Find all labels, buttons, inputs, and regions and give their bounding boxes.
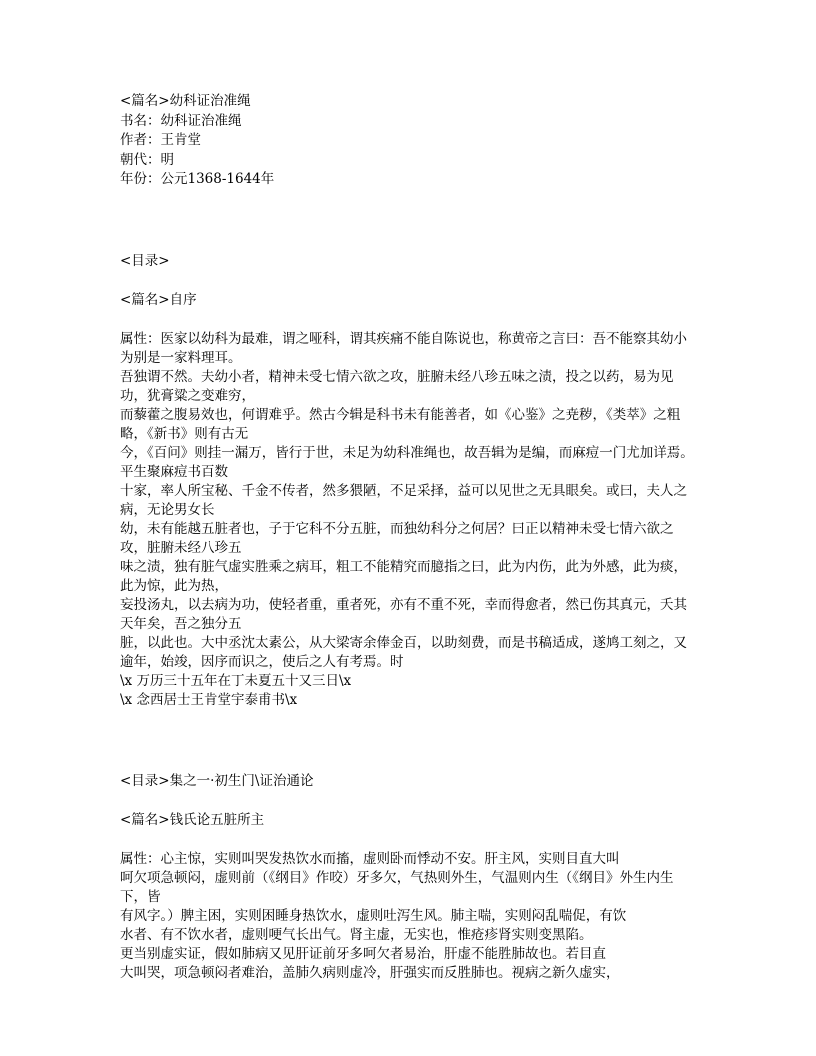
preface-line: 吾独谓不然。夫幼小者，精神未受七情六欲之攻，脏腑未经八珍五味之渍，投之以药，易为见功，犹膏粱之变难穷，: [120, 368, 674, 404]
preface-line: 幼，未有能越五脏者也，子于它科不分五脏，而独幼科分之何居？曰正以精神未受七情六欲之攻，脏腑未经八珍五: [120, 520, 674, 556]
section-line: 有风字。）脾主困，实则困睡身热饮水，虚则吐泻生风。肺主喘，实则闷乱喘促，有饮: [120, 907, 627, 924]
preface-line: 今，《百问》则挂一漏万，皆行于世，未足为幼科准绳也，故吾辑为是编，而麻痘一门尤加详焉。平生聚麻痘书百数: [120, 444, 694, 480]
preface-line: 妄投汤丸，以去病为功，使轻者重，重者死，亦有不重不死，幸而得愈者，然已伤其真元，夭其天年矣，吾之独分五: [120, 596, 687, 632]
year-range: 年份：公元1368-1644年: [120, 171, 275, 187]
dynasty: 朝代：明: [120, 151, 174, 168]
preface-line: 属性：医家以幼科为最难，谓之哑科，谓其疾痛不能自陈说也，称黄帝之言曰：吾不能察其幼小为别是一家料理耳。: [120, 330, 687, 366]
section-body: [120, 850, 700, 983]
section-line: 水者、有不饮水者，虚则哽气长出气。肾主虚，无实也，惟疮疹肾实则变黑陷。: [120, 926, 593, 943]
preface-date-line: \x 万历三十五年在丁未夏五十又三日\x: [120, 672, 352, 689]
section-line: 呵欠项急顿闷，虚则前（《纲目》作咬）牙多欠，气热则外生，气温则内生（《纲目》外生内生下，皆: [120, 869, 674, 905]
section-heading: <篇名>钱氏论五脏所主: [120, 811, 265, 828]
preface-heading: <篇名>自序: [120, 291, 197, 308]
preface-line: 味之渍，独有脏气虚实胜乘之病耳，粗工不能精究而臆指之曰，此为内伤，此为外感，此为痰，此为惊，此为热，: [120, 558, 687, 594]
author: 作者：王肯堂: [120, 132, 201, 148]
article-title: <篇名>幼科证治准绳: [120, 93, 251, 109]
section-line: 大叫哭，项急顿闷者难治，盖肺久病则虚冷，肝强实而反胜肺也。视病之新久虚实，: [120, 964, 620, 981]
preface-line: 十家，率人所宝秘、千金不传者，然多猥陋，不足采择，益可以见世之无具眼矣。或曰，夫人之病，无论男女长: [120, 482, 687, 518]
preface-body: [120, 330, 700, 710]
section-line: 属性：心主惊，实则叫哭发热饮水而搐，虚则卧而悸动不安。肝主风，实则目直大叫: [120, 850, 620, 867]
toc-chapter-label: <目录>集之一·初生门\证治通论: [120, 772, 314, 789]
section-line: 更当别虚实证，假如肺病又见肝证前牙多呵欠者易治，肝虚不能胜肺故也。若目直: [120, 945, 606, 962]
metadata-block: [120, 92, 700, 190]
preface-line: 脏，以此也。大中丞沈太素公，从大梁寄余俸金百，以助刻费，而是书稿适成，遂鸠工刻之，又: [120, 634, 687, 651]
document-page: [120, 92, 700, 983]
preface-line: 逾年，始竣，因序而识之，使后之人有考焉。时: [120, 653, 404, 670]
preface-line: 而藜藿之腹易效也，何谓难乎。然古今辑是科书未有能善者，如《心鉴》之尭秽，《类萃》之粗略，《新书》则有古无: [120, 406, 681, 442]
preface-signature-line: \x 念西居士王肯堂宇泰甫书\x: [120, 691, 298, 708]
book-name: 书名：幼科证治准绳: [120, 112, 242, 129]
toc-label: <目录>: [120, 252, 170, 269]
